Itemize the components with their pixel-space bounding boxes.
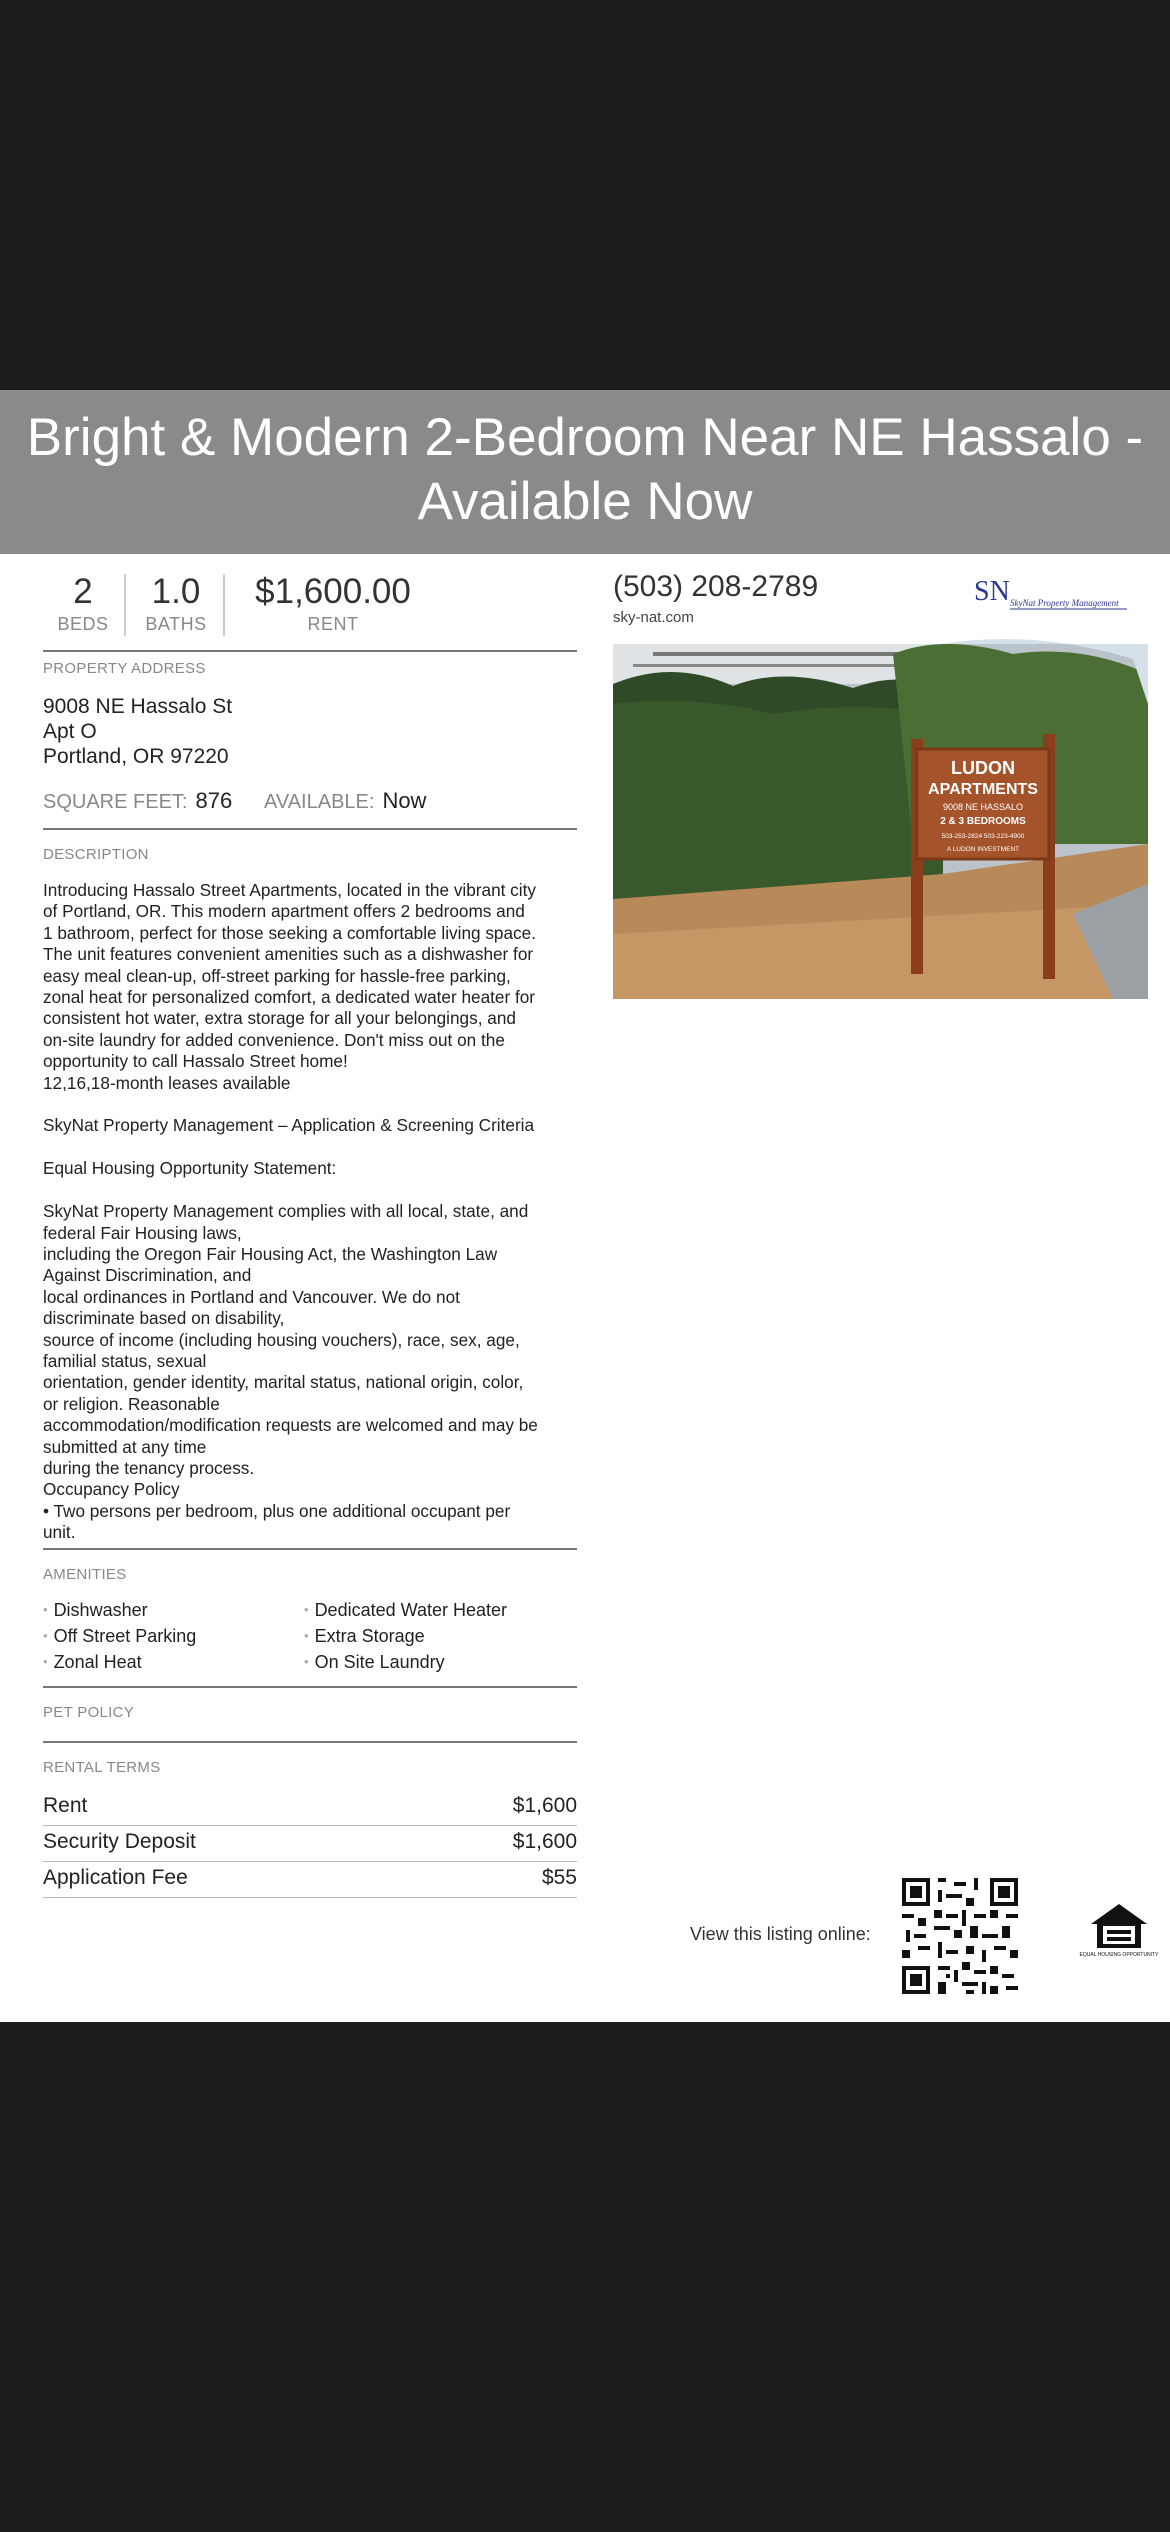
term-value: $1,600 [512, 1794, 577, 1817]
contact-phone-link[interactable]: (503) 208-2789 [613, 570, 819, 603]
rent-stat [233, 572, 433, 635]
table-row [43, 1790, 577, 1826]
list-item: • On Site Laundry [304, 1652, 445, 1672]
available-value: Now [382, 788, 427, 813]
listing-title-line-2: Available Now [417, 472, 753, 531]
listing-sheet [0, 554, 1170, 2022]
address-label: PROPERTY ADDRESS [43, 660, 206, 677]
baths-value: 1.0 [151, 572, 201, 611]
pet-policy-label: PET POLICY [43, 1704, 135, 1721]
amenities-list-left [43, 1598, 196, 1676]
website-link[interactable]: sky-nat.com [613, 609, 694, 626]
stat-divider [223, 574, 225, 636]
logo-initials: SN [974, 576, 1010, 607]
bullet-icon: • [304, 1602, 309, 1617]
beds-stat [43, 572, 123, 635]
square-feet [43, 788, 232, 814]
term-name: Rent [43, 1794, 88, 1817]
equal-housing-icon [1079, 1902, 1159, 1966]
list-item: • Zonal Heat [43, 1652, 142, 1672]
sqft-value: 876 [195, 788, 233, 813]
amenities-list-right [304, 1598, 507, 1676]
amenities-label: AMENITIES [43, 1566, 127, 1583]
svg-text:9008 NE HASSALO: 9008 NE HASSALO [942, 802, 1024, 812]
bullet-icon: • [304, 1654, 309, 1669]
address-line-2: Apt O [43, 720, 97, 743]
list-item: • Off Street Parking [43, 1626, 197, 1646]
table-row [43, 1862, 577, 1898]
listing-title-line-1: Bright & Modern 2-Bedroom Near NE Hassalo - [26, 408, 1144, 467]
skynat-logo [972, 574, 1132, 614]
svg-text:A LUDON INVESTMENT: A LUDON INVESTMENT [946, 846, 1020, 853]
bullet-icon: • [304, 1628, 309, 1643]
term-name: Application Fee [43, 1866, 188, 1889]
address-line-1: 9008 NE Hassalo St [43, 695, 233, 718]
eho-text: EQUAL HOUSING OPPORTUNITY [1079, 1952, 1159, 1958]
beds-value: 2 [73, 572, 93, 611]
list-item: • Dishwasher [43, 1600, 148, 1620]
rental-terms-label: RENTAL TERMS [43, 1759, 161, 1776]
rent-label: RENT [307, 614, 359, 634]
address-line-3: Portland, OR 97220 [43, 745, 229, 768]
qr-code-icon[interactable] [902, 1878, 1018, 1994]
availability [264, 788, 426, 814]
svg-text:2 & 3 BEDROOMS: 2 & 3 BEDROOMS [940, 816, 1026, 827]
divider [43, 1741, 577, 1743]
property-photo[interactable] [613, 644, 1148, 999]
beds-label: BEDS [57, 614, 109, 634]
term-value: $1,600 [512, 1830, 577, 1853]
divider [43, 828, 577, 830]
description-text: Introducing Hassalo Street Apartments, located in the vibrant city of Portland, OR. This modern apartment offers 2 bedrooms and 1 bathroom, perfect for those seeking a comfortable living space. The unit features convenient amenities such as a dishwasher for easy meal clean-up, off-street parking for hassle-free parking, zonal heat for personalized comfort, a dedicated water heater for consistent hot water, extra storage for all your belongings, and on-site laundry for added convenience. Don't miss out on the opportunity to call Hassalo Street home! 12,16,18-month leases available SkyNat Property Management – Application & Screening Criteria Equal Housing Opportunity Statement: SkyNat Property Management complies with all local, state, and federal Fair Housing laws, including the Oregon Fair Housing Act, the Washington Law Against Discrimination, and local ordinances in Portland and Vancouver. We do not discriminate based on disability, source of income (including housing vouchers), race, sex, age, familial status, sexual orientation, gender identity, marital status, national origin, color, or religion. Reasonable accommodation/modification requests are welcomed and may be submitted at any time during the tenancy process. Occupancy Policy • Two persons per bedroom, plus one additional occupant per unit. [43, 880, 538, 1543]
view-online-label: View this listing online: [690, 1924, 871, 1944]
bullet-icon: • [43, 1628, 48, 1643]
svg-text:LUDON: LUDON [951, 758, 1015, 778]
baths-stat [134, 572, 218, 635]
available-label: AVAILABLE: [264, 791, 375, 813]
table-row [43, 1826, 577, 1862]
rent-value: $1,600.00 [255, 572, 411, 611]
bullet-icon: • [43, 1654, 48, 1669]
term-value: $55 [541, 1866, 577, 1889]
list-item: • Extra Storage [304, 1626, 425, 1646]
sqft-label: SQUARE FEET: [43, 791, 188, 813]
listing-title [0, 390, 1170, 554]
svg-text:APARTMENTS: APARTMENTS [928, 781, 1038, 798]
description-label: DESCRIPTION [43, 846, 149, 863]
property-address [43, 694, 232, 769]
baths-label: BATHS [145, 614, 207, 634]
divider [43, 1686, 577, 1688]
term-name: Security Deposit [43, 1830, 196, 1853]
list-item: • Dedicated Water Heater [304, 1600, 507, 1620]
stats-bar [43, 572, 577, 652]
bullet-icon: • [43, 1602, 48, 1617]
stat-divider [124, 574, 126, 636]
logo-text: SkyNat Property Management [1010, 598, 1119, 608]
svg-text:503-253-2824 503-223-4900: 503-253-2824 503-223-4900 [941, 833, 1025, 840]
divider [43, 1548, 577, 1550]
